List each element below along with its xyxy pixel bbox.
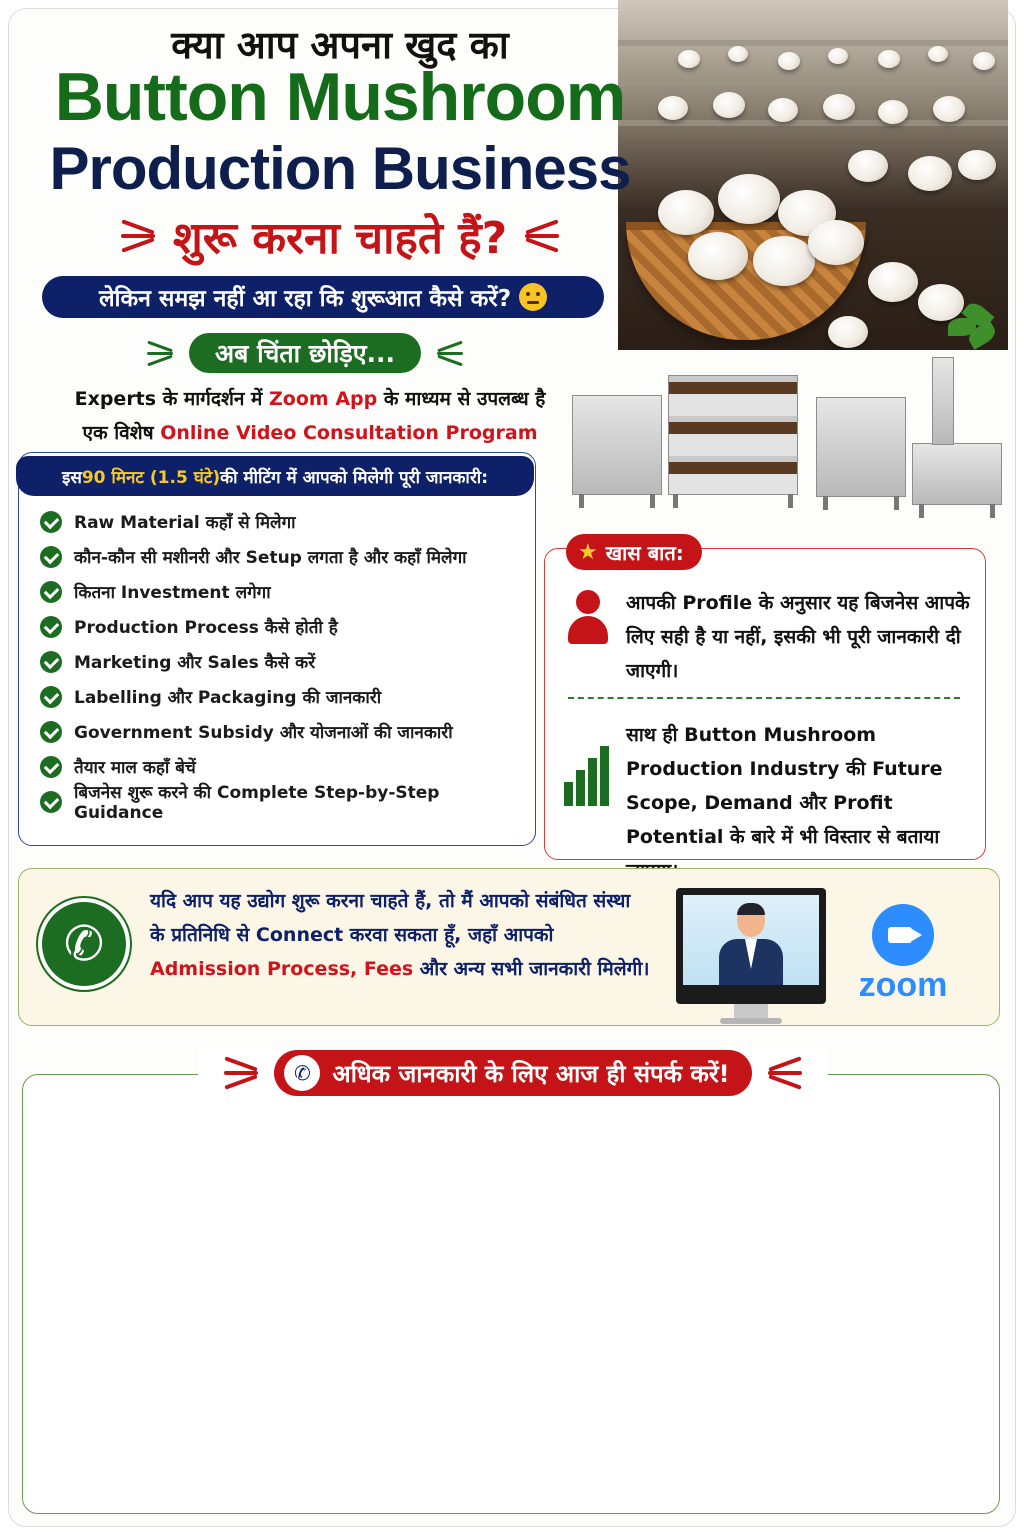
reassure-row (130, 332, 480, 374)
list-item-text: कौन-कौन सी मशीनरी और Setup लगता है और कहाँ मिलेगा (74, 548, 467, 568)
benefit-checklist (40, 504, 530, 823)
cta-text: अधिक जानकारी के लिए आज ही संपर्क करें! (332, 1059, 730, 1088)
mushroom (768, 98, 798, 122)
mushroom (823, 94, 855, 120)
contact-details-area (22, 1074, 1000, 1514)
mushroom (848, 150, 888, 182)
list-item (40, 714, 530, 749)
list-item-text: Government Subsidy और योजनाओं की जानकारी (74, 723, 453, 743)
info-head-duration: 90 मिनट (1.5 घंटे) (81, 467, 221, 488)
check-icon (40, 791, 62, 813)
list-item-text: Production Process कैसे होती है (74, 618, 338, 638)
list-item (40, 679, 530, 714)
list-item (40, 574, 530, 609)
mushroom (828, 316, 868, 348)
mushroom (728, 46, 748, 62)
list-item (40, 749, 530, 784)
contact-highlight: Admission Process, Fees (150, 958, 414, 980)
info-head-post: की मीटिंग में आपको मिलेगी पूरी जानकारी: (220, 467, 488, 488)
burst-left-icon (119, 221, 157, 251)
mushroom (678, 50, 700, 68)
intro-part3: एक विशेष (82, 422, 161, 444)
info-head-pre: इस (62, 467, 82, 488)
intro-program: Online Video Consultation Program (160, 422, 538, 444)
list-item-text: Marketing और Sales कैसे करें (74, 653, 316, 673)
mushroom (933, 96, 965, 122)
mushroom (828, 48, 848, 64)
headline-start-question (40, 206, 640, 266)
mushroom (878, 50, 900, 68)
person-icon (566, 590, 610, 646)
cta-row (198, 1048, 828, 1098)
star-icon: ★ (578, 539, 598, 565)
check-icon (40, 511, 62, 533)
contact-text-part2: और अन्य सभी जानकारी मिलेगी। (413, 958, 650, 980)
list-item-text: कितना Investment लगेगा (74, 583, 271, 603)
list-item-text: बिजनेस शुरू करने की Complete Step-by-Step Guidance (74, 783, 440, 823)
headline-production-business: Production Business (49, 135, 631, 202)
burst-right-icon (523, 221, 561, 251)
list-item-text: Labelling और Packaging की जानकारी (74, 688, 382, 708)
intro-part1: Experts के मार्गदर्शन में (74, 388, 270, 410)
mushroom (928, 46, 948, 62)
intro-text (20, 382, 600, 450)
contact-text (150, 884, 650, 986)
shelf (618, 40, 1008, 46)
mushroom (878, 100, 908, 124)
mushroom (868, 262, 918, 302)
check-icon (40, 616, 62, 638)
special-tag (566, 534, 702, 570)
list-item (40, 504, 530, 539)
special-point-profile: आपकी Profile के अनुसार यह बिजनेस आपके लिए सही है या नहीं, इसकी भी पूरी जानकारी दी जाएगी। (626, 592, 970, 682)
burst-right-small-icon (435, 341, 465, 365)
machinery-illustration (560, 355, 1008, 525)
mushroom (713, 92, 745, 118)
special-tag-text: खास बात: (605, 540, 684, 565)
mushroom (718, 174, 780, 224)
growth-chart-icon (562, 740, 614, 806)
cta-burst-right-icon (766, 1058, 804, 1088)
video-call-monitor-illustration (676, 888, 826, 1004)
zoom-logo-word: zoom (858, 966, 948, 1004)
list-item-text: तैयार माल कहाँ बेचें (74, 758, 196, 778)
phone-icon[interactable]: ✆ (38, 898, 130, 990)
question-pill (42, 276, 604, 318)
shelf (618, 80, 1008, 86)
mushroom (808, 220, 864, 265)
cta-burst-left-icon (222, 1058, 260, 1088)
headline-button-mushroom: Button Mushroom (54, 59, 626, 135)
headline-hindi-top: क्या आप अपना खुद का (171, 23, 509, 67)
mushroom (778, 52, 800, 70)
intro-part2: के माध्यम से उपलब्ध है (377, 388, 546, 410)
headline-start-text: शुरू करना चाहते हैं? (172, 213, 508, 264)
list-item (40, 539, 530, 574)
mushroom (753, 236, 815, 286)
zoom-camera-icon (872, 904, 934, 966)
divider (568, 697, 960, 699)
info-card-header (16, 456, 534, 496)
check-icon (40, 581, 62, 603)
special-point-scope: साथ ही Button Mushroom Production Industry की Future Scope, Demand और Profit Potential के बारे में भी विस्तार से बताया (626, 724, 943, 848)
mushroom (918, 284, 964, 321)
check-icon (40, 651, 62, 673)
question-text: लेकिन समझ नहीं आ रहा कि शुरूआत कैसे करें? (98, 286, 512, 312)
list-item (40, 783, 530, 823)
list-item-text: Raw Material कहाँ से मिलेगा (74, 513, 296, 533)
reassure-pill: अब चिंता छोड़िए... (189, 333, 421, 373)
mushroom (658, 190, 714, 235)
mushroom (688, 232, 748, 280)
intro-zoom-app: Zoom App (269, 388, 378, 410)
thinking-face-icon (519, 283, 547, 311)
mushroom (973, 52, 995, 70)
burst-left-small-icon (145, 341, 175, 365)
mushroom-hero-image (618, 0, 1008, 350)
check-icon (40, 721, 62, 743)
phone-icon: ✆ (284, 1055, 320, 1091)
list-item (40, 644, 530, 679)
mushroom (658, 96, 688, 120)
cta-button[interactable] (274, 1050, 751, 1096)
check-icon (40, 546, 62, 568)
contact-text-part1: यदि आप यह उद्योग शुरू करना चाहते हैं, तो मैं आपको संबंधित संस्था के प्रतिनिधि से Connect करवा सकता हूँ, जहाँ आपको (150, 890, 631, 946)
check-icon (40, 756, 62, 778)
list-item (40, 609, 530, 644)
mushroom (908, 156, 952, 191)
check-icon (40, 686, 62, 708)
